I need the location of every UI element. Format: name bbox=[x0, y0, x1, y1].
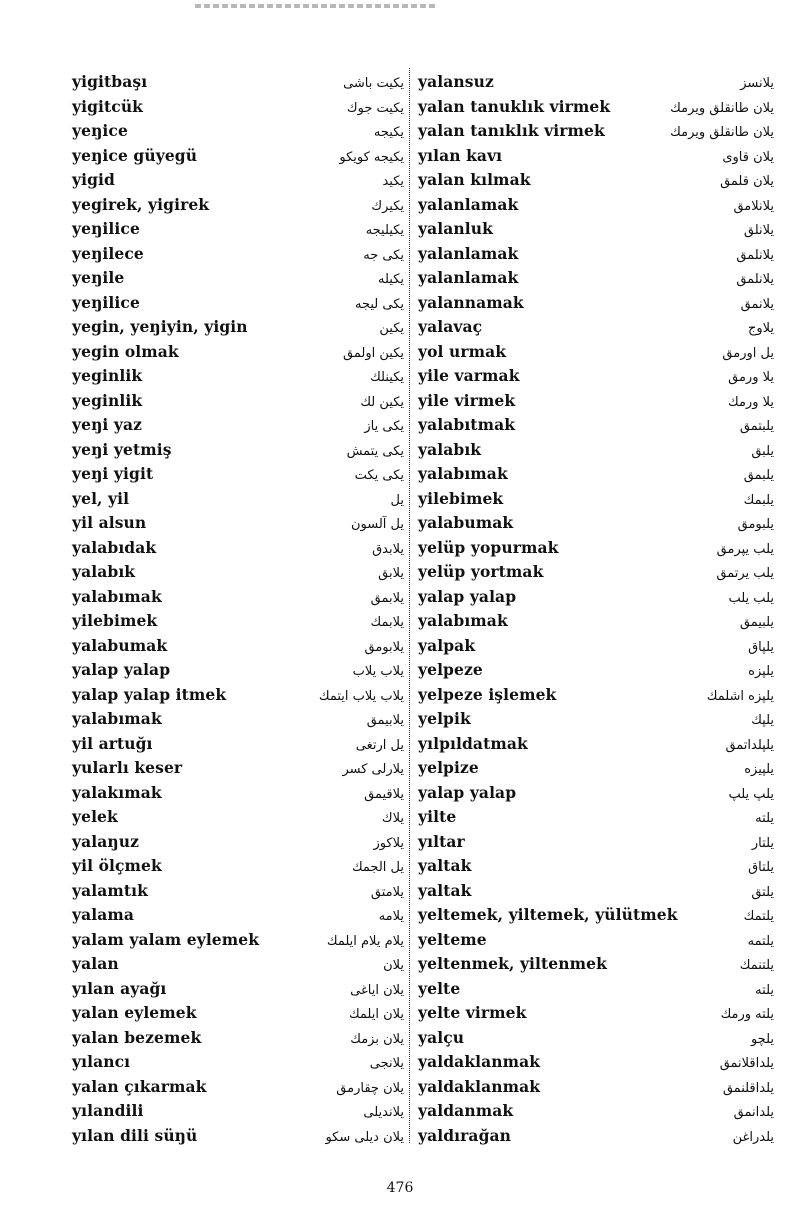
right-column bbox=[418, 70, 774, 1148]
ottoman-script: یلپیزه bbox=[744, 762, 774, 777]
turkish-headword: yalabımak bbox=[72, 709, 162, 728]
ottoman-script: یلان bbox=[383, 958, 404, 973]
dictionary-entry bbox=[72, 438, 404, 463]
ottoman-script: یلاکوز bbox=[373, 835, 404, 851]
turkish-headword: yelpize bbox=[418, 758, 479, 777]
turkish-headword: yalan kılmak bbox=[418, 170, 531, 189]
dictionary-entry bbox=[418, 340, 774, 365]
turkish-headword: yalabımak bbox=[418, 464, 508, 483]
dictionary-entry bbox=[418, 707, 774, 732]
turkish-headword: yalap yalap bbox=[418, 586, 517, 606]
dictionary-entry bbox=[72, 1124, 404, 1149]
ottoman-script: یلانلمق bbox=[736, 247, 774, 263]
turkish-headword: yelte bbox=[418, 978, 461, 998]
dictionary-entry bbox=[418, 879, 774, 904]
ottoman-script: یلتاق bbox=[748, 860, 774, 875]
turkish-headword: yeginlik bbox=[72, 366, 143, 385]
ottoman-script: یلب یلب bbox=[728, 590, 774, 606]
ottoman-script: یلانلق bbox=[743, 223, 774, 238]
turkish-headword: yeltemek, yiltemek, yülütmek bbox=[418, 905, 678, 924]
ottoman-script: یلته bbox=[755, 982, 774, 998]
ottoman-script: یکید bbox=[382, 174, 404, 189]
ottoman-script: یلتمه bbox=[747, 933, 774, 949]
ottoman-script: یلبمق bbox=[743, 468, 774, 483]
turkish-headword: yelek bbox=[72, 807, 118, 826]
dictionary-entry bbox=[72, 854, 404, 879]
dictionary-entry bbox=[72, 1001, 404, 1026]
turkish-headword: yigitcük bbox=[72, 96, 144, 116]
ottoman-script: یلاك bbox=[381, 811, 404, 826]
turkish-headword: yaldaklanmak bbox=[418, 1076, 541, 1096]
dictionary-entry bbox=[418, 389, 774, 414]
dictionary-entry bbox=[72, 1026, 404, 1051]
ottoman-script: یلا ورمك bbox=[728, 394, 774, 410]
dictionary-entry bbox=[418, 683, 774, 708]
ottoman-script: یلپلداتمق bbox=[725, 737, 774, 753]
dictionary-entry bbox=[72, 511, 404, 536]
ottoman-script: یلانلمق bbox=[736, 272, 774, 287]
dictionary-entry bbox=[418, 1026, 774, 1051]
dictionary-entry bbox=[418, 1099, 774, 1124]
ottoman-script: یلا ورمق bbox=[728, 370, 774, 385]
turkish-headword: yalavaç bbox=[418, 317, 483, 336]
ottoman-script: یکینلك bbox=[370, 370, 404, 385]
dictionary-entry bbox=[72, 95, 404, 120]
dictionary-entry bbox=[418, 119, 774, 144]
turkish-headword: yeŋice bbox=[72, 121, 128, 140]
dictionary-entry bbox=[72, 266, 404, 291]
ottoman-script: یلان بزمك bbox=[350, 1031, 404, 1047]
turkish-headword: yaldaklanmak bbox=[418, 1052, 541, 1071]
ottoman-script: یکی یتمش bbox=[346, 443, 404, 459]
dictionary-entry bbox=[418, 413, 774, 438]
ottoman-script: یکیت جوك bbox=[346, 100, 404, 116]
dictionary-entry bbox=[72, 560, 404, 585]
turkish-headword: yalan tanıklık virmek bbox=[418, 121, 605, 140]
turkish-headword: yeŋilice bbox=[72, 219, 140, 238]
dictionary-entry bbox=[72, 315, 404, 340]
turkish-headword: yelteme bbox=[418, 929, 487, 949]
turkish-headword: yil alsun bbox=[72, 513, 147, 532]
dictionary-entry bbox=[418, 315, 774, 340]
turkish-headword: yılpıldatmak bbox=[418, 733, 528, 753]
turkish-headword: yile varmak bbox=[418, 366, 520, 385]
dictionary-entry bbox=[72, 1075, 404, 1100]
ottoman-script: یلتار bbox=[751, 835, 774, 851]
left-column bbox=[72, 70, 404, 1148]
dictionary-entry bbox=[72, 144, 404, 169]
dictionary-entry bbox=[418, 634, 774, 659]
turkish-headword: yularlı keser bbox=[72, 758, 183, 777]
dictionary-entry bbox=[72, 879, 404, 904]
ottoman-script: یکیجه کویکو bbox=[339, 149, 404, 165]
dictionary-entry bbox=[418, 1001, 774, 1026]
turkish-headword: yalabımak bbox=[72, 586, 162, 606]
dictionary-entry bbox=[418, 438, 774, 463]
dictionary-entry bbox=[72, 168, 404, 193]
turkish-headword: yalabık bbox=[418, 439, 482, 459]
ottoman-script: یلانسز bbox=[740, 76, 774, 91]
turkish-headword: yigid bbox=[72, 170, 115, 189]
dictionary-entry bbox=[418, 609, 774, 634]
dictionary-entry bbox=[72, 462, 404, 487]
ottoman-script: یکیجه bbox=[373, 125, 404, 140]
turkish-headword: yegirek, yigirek bbox=[72, 194, 210, 214]
ottoman-script: یکی جه bbox=[363, 247, 404, 263]
dictionary-entry bbox=[418, 70, 774, 95]
ottoman-script: یلپزه bbox=[748, 664, 774, 679]
dictionary-entry bbox=[72, 413, 404, 438]
ottoman-script: یلانجی bbox=[369, 1056, 404, 1071]
ottoman-script: یلان قاوی bbox=[722, 149, 774, 165]
dictionary-entry bbox=[418, 1050, 774, 1075]
dictionary-entry bbox=[72, 1099, 404, 1124]
ottoman-script: یکیرك bbox=[371, 198, 404, 214]
dictionary-entry bbox=[72, 830, 404, 855]
ottoman-script: یلدراغن bbox=[732, 1129, 774, 1145]
ottoman-script: یکی یاز bbox=[364, 419, 404, 434]
ottoman-script: یل bbox=[390, 492, 404, 508]
turkish-headword: yalakımak bbox=[72, 782, 162, 802]
dictionary-entry bbox=[418, 1075, 774, 1100]
ottoman-script: یلبق bbox=[751, 443, 774, 459]
dictionary-entry bbox=[418, 658, 774, 683]
ottoman-script: یلتق bbox=[751, 884, 774, 900]
turkish-headword: yelte virmek bbox=[418, 1003, 527, 1022]
scan-artifact bbox=[195, 4, 435, 8]
dictionary-entry bbox=[418, 536, 774, 561]
turkish-headword: yel, yil bbox=[72, 488, 130, 508]
turkish-headword: yalanlamak bbox=[418, 268, 519, 287]
ottoman-script: یلپاق bbox=[748, 639, 774, 655]
dictionary-entry bbox=[418, 1124, 774, 1149]
ottoman-script: یکین اولمق bbox=[343, 345, 404, 361]
turkish-headword: yalçu bbox=[418, 1027, 465, 1047]
turkish-headword: yalpak bbox=[418, 635, 476, 655]
ottoman-script: یلابدق bbox=[372, 541, 404, 557]
turkish-headword: yegin olmak bbox=[72, 341, 179, 361]
turkish-headword: yilebimek bbox=[418, 488, 504, 508]
turkish-headword: yelüp yopurmak bbox=[418, 537, 559, 557]
dictionary-entry bbox=[72, 805, 404, 830]
ottoman-script: یلان قلمق bbox=[720, 174, 774, 189]
ottoman-script: یلان چقارمق bbox=[336, 1080, 404, 1096]
turkish-headword: yalanlamak bbox=[418, 194, 519, 214]
column-divider bbox=[409, 68, 410, 1143]
ottoman-script: یلته bbox=[755, 811, 774, 826]
turkish-headword: yeŋilece bbox=[72, 243, 144, 263]
dictionary-entry bbox=[72, 683, 404, 708]
dictionary-entry bbox=[418, 242, 774, 267]
turkish-headword: yalannamak bbox=[418, 292, 524, 312]
ottoman-script: یلان طانقلق ویرمك bbox=[670, 100, 774, 116]
ottoman-script: یکین لك bbox=[360, 394, 404, 410]
ottoman-script: یلان ایلمك bbox=[348, 1007, 404, 1022]
turkish-headword: yelüp yortmak bbox=[418, 562, 544, 581]
dictionary-entry bbox=[418, 462, 774, 487]
turkish-headword: yilebimek bbox=[72, 611, 158, 630]
ottoman-script: یلب یپرمق bbox=[716, 541, 774, 557]
ottoman-script: یلپ یلپ bbox=[728, 786, 774, 802]
dictionary-entry bbox=[418, 732, 774, 757]
turkish-headword: yelpeze bbox=[418, 660, 483, 679]
turkish-headword: yeltenmek, yiltenmek bbox=[418, 954, 607, 973]
dictionary-entry bbox=[72, 389, 404, 414]
turkish-headword: yılandili bbox=[72, 1101, 144, 1120]
ottoman-script: یلدانمق bbox=[733, 1105, 774, 1120]
ottoman-script: یلامتق bbox=[370, 884, 404, 900]
dictionary-entry bbox=[418, 144, 774, 169]
turkish-headword: yalap yalap bbox=[418, 782, 517, 802]
ottoman-script: یلان ایاغی bbox=[350, 982, 404, 998]
dictionary-entry bbox=[418, 854, 774, 879]
dictionary-entry bbox=[72, 732, 404, 757]
turkish-headword: yeŋi yetmiş bbox=[72, 439, 172, 459]
dictionary-entry bbox=[418, 266, 774, 291]
turkish-headword: yalan eylemek bbox=[72, 1003, 197, 1022]
ottoman-script: یلابق bbox=[378, 566, 404, 581]
ottoman-script: یلپك bbox=[751, 713, 774, 728]
ottoman-script: یل ارتغی bbox=[355, 737, 404, 753]
turkish-headword: yalap yalap bbox=[72, 660, 171, 679]
dictionary-entry bbox=[418, 487, 774, 512]
ottoman-script: یلبومق bbox=[737, 517, 774, 532]
dictionary-entry bbox=[72, 70, 404, 95]
dictionary-entry bbox=[418, 364, 774, 389]
dictionary-entry bbox=[72, 658, 404, 683]
dictionary-entry bbox=[418, 928, 774, 953]
dictionary-entry bbox=[418, 977, 774, 1002]
turkish-headword: yaldırağan bbox=[418, 1125, 512, 1145]
turkish-headword: yalabık bbox=[72, 562, 136, 581]
ottoman-script: یلارلی کسر bbox=[342, 762, 404, 777]
ottoman-script: یل اورمق bbox=[722, 345, 774, 361]
turkish-headword: yıltar bbox=[418, 831, 465, 851]
ottoman-script: یلابومق bbox=[364, 639, 404, 655]
turkish-headword: yılan ayağı bbox=[72, 978, 167, 998]
ottoman-script: یلداقلنمق bbox=[722, 1080, 774, 1096]
dictionary-entry bbox=[72, 217, 404, 242]
turkish-headword: yol urmak bbox=[418, 341, 507, 361]
turkish-headword: yalan bezemek bbox=[72, 1027, 202, 1047]
turkish-headword: yeŋice güyegü bbox=[72, 145, 198, 165]
turkish-headword: yil ölçmek bbox=[72, 856, 162, 875]
turkish-headword: yeginlik bbox=[72, 390, 143, 410]
turkish-headword: yeŋi yaz bbox=[72, 415, 143, 434]
dictionary-entry bbox=[418, 217, 774, 242]
turkish-headword: yalamtık bbox=[72, 880, 148, 900]
turkish-headword: yile virmek bbox=[418, 390, 516, 410]
dictionary-entry bbox=[418, 805, 774, 830]
dictionary-entry bbox=[72, 242, 404, 267]
turkish-headword: yilte bbox=[418, 807, 457, 826]
dictionary-entry bbox=[418, 952, 774, 977]
ottoman-script: یلاندیلی bbox=[363, 1105, 404, 1120]
ottoman-script: یلابمك bbox=[370, 615, 404, 630]
ottoman-script: یکی لیجه bbox=[354, 296, 404, 312]
ottoman-script: یلبتمق bbox=[739, 419, 774, 434]
ottoman-script: یلاوج bbox=[747, 321, 774, 336]
dictionary-entry bbox=[418, 585, 774, 610]
ottoman-script: یلپزه اشلمك bbox=[706, 688, 774, 704]
dictionary-entry bbox=[72, 1050, 404, 1075]
turkish-headword: yalanlamak bbox=[418, 243, 519, 263]
page-number: 476 bbox=[386, 1180, 414, 1196]
ottoman-script: یلان طانقلق ویرمك bbox=[670, 125, 774, 140]
turkish-headword: yelpeze işlemek bbox=[418, 684, 557, 704]
ottoman-script: یلاقیمق bbox=[364, 786, 404, 802]
turkish-headword: yalabımak bbox=[418, 611, 508, 630]
turkish-headword: yalan bbox=[72, 954, 119, 973]
ottoman-script: یلام یلام ایلمك bbox=[326, 933, 404, 949]
dictionary-entry bbox=[72, 193, 404, 218]
ottoman-script: یلابیمق bbox=[366, 713, 404, 728]
turkish-headword: yaltak bbox=[418, 880, 472, 900]
turkish-headword: yalanluk bbox=[418, 219, 493, 238]
turkish-headword: yalaŋuz bbox=[72, 831, 140, 851]
ottoman-script: یکیت باشی bbox=[343, 76, 404, 91]
turkish-headword: yalabumak bbox=[72, 635, 168, 655]
dictionary-entry bbox=[418, 830, 774, 855]
turkish-headword: yalap yalap itmek bbox=[72, 684, 227, 704]
ottoman-script: یکین bbox=[379, 321, 404, 336]
ottoman-script: یلابمق bbox=[370, 590, 404, 606]
ottoman-script: یلچو bbox=[750, 1031, 774, 1047]
ottoman-script: یلاب یلاب ایتمك bbox=[318, 688, 404, 704]
dictionary-entry bbox=[72, 536, 404, 561]
dictionary-entry bbox=[418, 193, 774, 218]
turkish-headword: yeŋi yigit bbox=[72, 464, 154, 483]
dictionary-entry bbox=[418, 756, 774, 781]
turkish-headword: yılan kavı bbox=[418, 145, 503, 165]
ottoman-script: یلبیمق bbox=[739, 615, 774, 630]
turkish-headword: yalama bbox=[72, 905, 135, 924]
ottoman-script: یلامه bbox=[378, 909, 404, 924]
turkish-headword: yalabumak bbox=[418, 513, 514, 532]
dictionary-entry bbox=[418, 291, 774, 316]
dictionary-entry bbox=[72, 756, 404, 781]
turkish-headword: yaldanmak bbox=[418, 1101, 514, 1120]
ottoman-script: یکیلیجه bbox=[365, 223, 404, 238]
turkish-headword: yegin, yeŋiyin, yigin bbox=[72, 317, 248, 336]
turkish-headword: yalabıtmak bbox=[418, 415, 516, 434]
turkish-headword: yelpik bbox=[418, 709, 471, 728]
ottoman-script: یلب یرتمق bbox=[716, 566, 774, 581]
dictionary-entry bbox=[72, 585, 404, 610]
turkish-headword: yeŋilice bbox=[72, 292, 140, 312]
dictionary-entry bbox=[72, 781, 404, 806]
turkish-headword: yılan dili süŋü bbox=[72, 1125, 198, 1145]
turkish-headword: yılancı bbox=[72, 1052, 131, 1071]
dictionary-entry bbox=[418, 511, 774, 536]
turkish-headword: yalam yalam eylemek bbox=[72, 929, 260, 949]
dictionary-entry bbox=[418, 903, 774, 928]
ottoman-script: یلان دیلی سکو bbox=[325, 1129, 404, 1145]
dictionary-entry bbox=[72, 291, 404, 316]
dictionary-entry bbox=[418, 95, 774, 120]
ottoman-script: یلتمك bbox=[743, 909, 774, 924]
dictionary-entry bbox=[72, 634, 404, 659]
turkish-headword: yeŋile bbox=[72, 268, 125, 287]
dictionary-entry bbox=[72, 977, 404, 1002]
turkish-headword: yalan tanuklık virmek bbox=[418, 96, 611, 116]
ottoman-script: یلداقلانمق bbox=[719, 1056, 774, 1071]
ottoman-script: یکیله bbox=[378, 272, 404, 287]
ottoman-script: یلانمق bbox=[740, 296, 774, 312]
turkish-headword: yil artuğı bbox=[72, 733, 153, 753]
turkish-headword: yigitbaşı bbox=[72, 72, 148, 91]
dictionary-entry bbox=[72, 609, 404, 634]
ottoman-script: یکی یکت bbox=[354, 468, 404, 483]
dictionary-entry bbox=[72, 340, 404, 365]
ottoman-script: یلتنمك bbox=[739, 958, 774, 973]
turkish-headword: yalansuz bbox=[418, 72, 494, 91]
ottoman-script: یلته ورمك bbox=[720, 1007, 774, 1022]
dictionary-entry bbox=[418, 560, 774, 585]
ottoman-script: یل الجمك bbox=[351, 860, 404, 875]
dictionary-entry bbox=[72, 952, 404, 977]
ottoman-script: یلانلامق bbox=[733, 198, 774, 214]
turkish-headword: yalabıdak bbox=[72, 537, 157, 557]
dictionary-entry bbox=[72, 928, 404, 953]
dictionary-entry bbox=[72, 487, 404, 512]
dictionary-entry bbox=[72, 707, 404, 732]
dictionary-entry bbox=[72, 119, 404, 144]
dictionary-entry bbox=[72, 364, 404, 389]
ottoman-script: یلاب یلاب bbox=[352, 664, 404, 679]
dictionary-entry bbox=[72, 903, 404, 928]
dictionary-entry bbox=[418, 168, 774, 193]
dictionary-entry bbox=[418, 781, 774, 806]
turkish-headword: yalan çıkarmak bbox=[72, 1076, 207, 1096]
ottoman-script: یل آلسون bbox=[350, 517, 404, 532]
turkish-headword: yaltak bbox=[418, 856, 472, 875]
ottoman-script: یلبمك bbox=[743, 492, 774, 508]
